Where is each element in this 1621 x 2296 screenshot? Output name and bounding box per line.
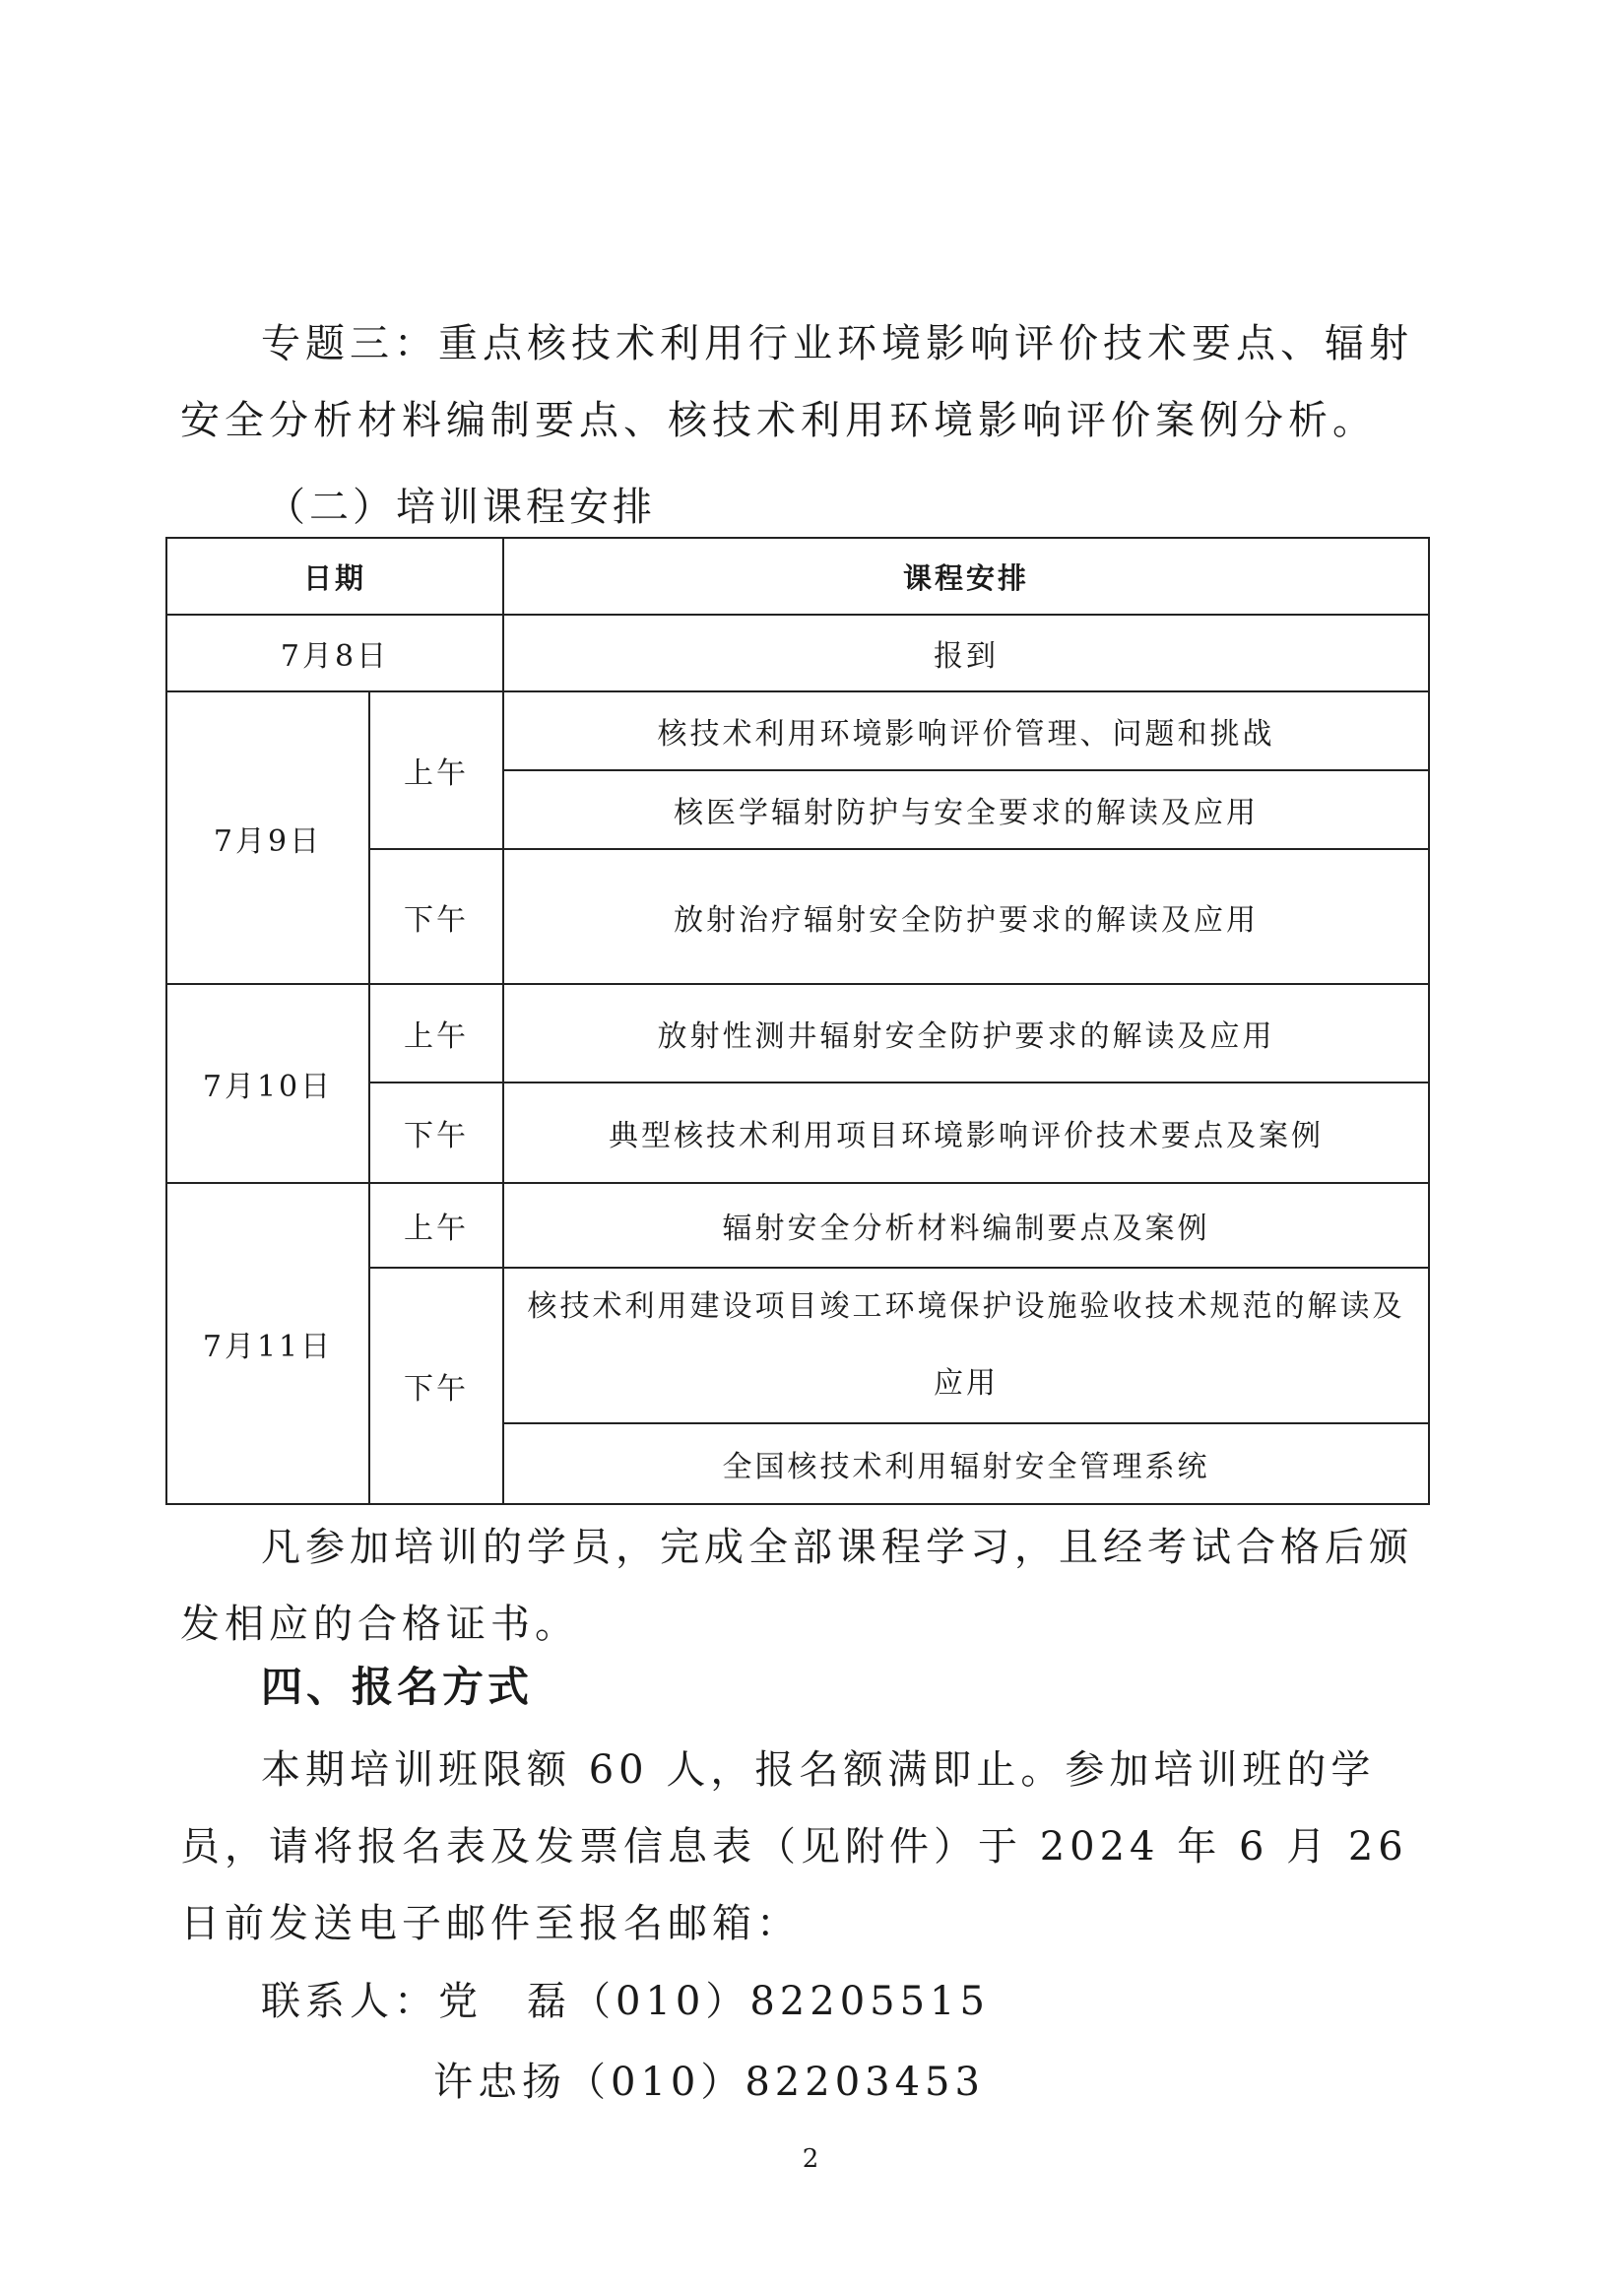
page-number: 2 xyxy=(802,2144,819,2174)
table-row xyxy=(166,984,1429,1082)
date-cell: 7月8日 xyxy=(166,615,503,691)
course-cell: 核技术利用环境影响评价管理、问题和挑战 xyxy=(503,691,1429,770)
table-row xyxy=(166,615,1429,691)
contact-line-1: 联系人：党 磊（010）82205515 xyxy=(261,1979,990,2024)
course-cell: 典型核技术利用项目环境影响评价技术要点及案例 xyxy=(503,1082,1429,1183)
header-course: 课程安排 xyxy=(503,538,1429,615)
header-date: 日期 xyxy=(166,538,503,615)
session-cell: 下午 xyxy=(369,1082,503,1183)
session-cell: 下午 xyxy=(369,849,503,984)
session-cell: 上午 xyxy=(369,1183,503,1268)
course-cell: 全国核技术利用辐射安全管理系统 xyxy=(503,1423,1429,1504)
course-cell: 辐射安全分析材料编制要点及案例 xyxy=(503,1183,1429,1268)
date-cell: 7月11日 xyxy=(166,1183,369,1504)
course-cell: 核医学辐射防护与安全要求的解读及应用 xyxy=(503,770,1429,849)
table-header-row xyxy=(166,538,1429,615)
session-cell: 上午 xyxy=(369,691,503,849)
date-cell: 7月10日 xyxy=(166,984,369,1183)
topic3-paragraph: 专题三：重点核技术利用行业环境影响评价技术要点、辐射安全分析材料编制要点、核技术利用环境影响评价案例分析。 xyxy=(180,321,1413,443)
course-cell: 报到 xyxy=(503,615,1429,691)
section-heading-registration: 四、报名方式 xyxy=(261,1663,534,1711)
table-row xyxy=(166,691,1429,770)
course-cell: 放射治疗辐射安全防护要求的解读及应用 xyxy=(503,849,1429,984)
course-schedule-table xyxy=(165,537,1430,1505)
date-cell: 7月9日 xyxy=(166,691,369,984)
session-cell: 下午 xyxy=(369,1268,503,1504)
contact-line-2: 许忠扬（010）82203453 xyxy=(433,2060,985,2105)
certificate-paragraph: 凡参加培训的学员，完成全部课程学习，且经考试合格后颁发相应的合格证书。 xyxy=(180,1525,1413,1647)
registration-paragraph: 本期培训班限额 60 人，报名额满即止。参加培训班的学员，请将报名表及发票信息表（见附件）于 2024 年 6 月 26 日前发送电子邮件至报名邮箱： xyxy=(180,1747,1408,1946)
course-cell: 放射性测井辐射安全防护要求的解读及应用 xyxy=(503,984,1429,1082)
section-heading-course-schedule: （二）培训课程安排 xyxy=(266,485,656,530)
session-cell: 上午 xyxy=(369,984,503,1082)
course-cell: 核技术利用建设项目竣工环境保护设施验收技术规范的解读及应用 xyxy=(503,1268,1429,1423)
table-row xyxy=(166,1183,1429,1268)
